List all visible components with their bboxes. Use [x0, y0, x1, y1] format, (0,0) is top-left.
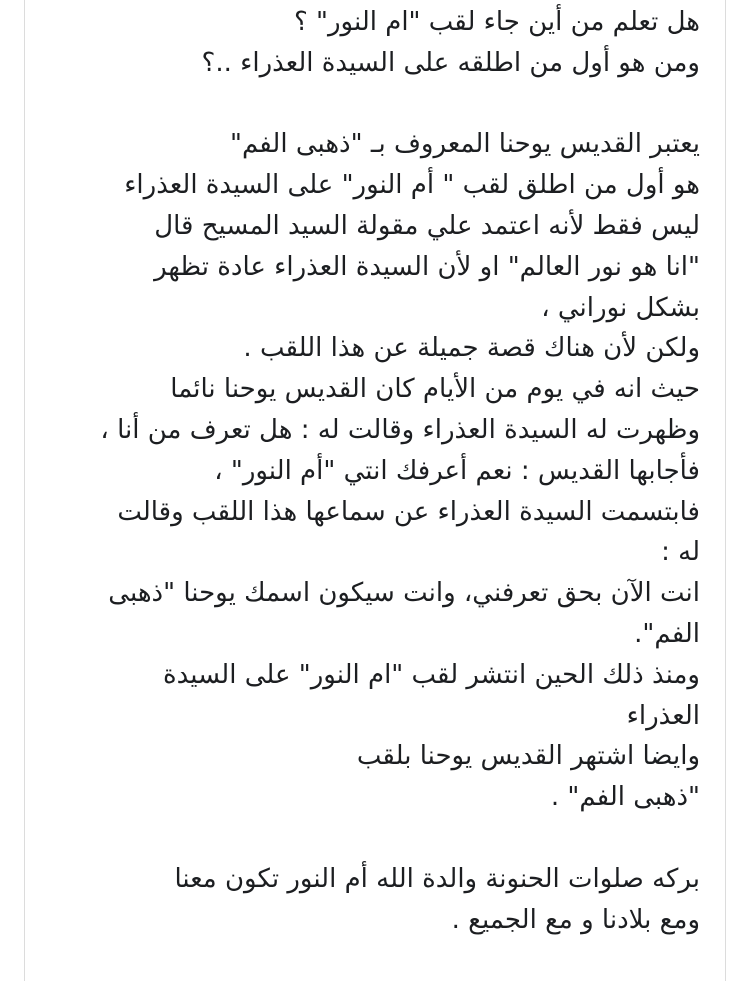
post-line: فابتسمت السيدة العذراء عن سماعها هذا اللقب وقالت	[117, 496, 700, 527]
post-line: "ذهبى الفم" .	[550, 782, 700, 813]
post-line: بشكل نوراني ،	[541, 292, 700, 323]
post-line: فأجابها القديس : نعم أعرفك انتي "أم النور" ،	[214, 455, 700, 486]
post-line: بركه صلوات الحنونة والدة الله أم النور تكون معنا	[174, 863, 700, 894]
paragraph-spacer	[40, 818, 700, 859]
post-line: حيث انه في يوم من الأيام كان القديس يوحنا نائما	[170, 374, 700, 405]
post-line: وظهرت له السيدة العذراء وقالت له : هل تعرف من أنا ،	[100, 414, 700, 445]
post-paragraph-blessing	[40, 859, 700, 941]
post-card-right-border	[725, 0, 726, 981]
post-line: ليس فقط لأنه اعتمد علي مقولة السيد المسيح قال	[154, 210, 700, 241]
post-paragraph-story	[40, 124, 700, 818]
post-card-left-border	[24, 0, 25, 981]
post-line: ومنذ ذلك الحين انتشر لقب "ام النور" على السيدة	[163, 659, 700, 690]
post-line: الفم".	[634, 618, 700, 649]
post-paragraph-question	[40, 2, 700, 84]
post-line: ولكن لأن هناك قصة جميلة عن هذا اللقب .	[243, 333, 700, 364]
paragraph-spacer	[40, 84, 700, 125]
post-line: انت الآن بحق تعرفني، وانت سيكون اسمك يوحنا "ذهبى	[108, 578, 700, 609]
post-line: "انا هو نور العالم" او لأن السيدة العذراء عادة تظهر	[154, 251, 700, 282]
post-line: هل تعلم من أين جاء لقب "ام النور" ؟	[293, 7, 700, 37]
post-line: العذراء	[626, 700, 700, 731]
post-body	[40, 2, 700, 940]
post-line: له :	[661, 537, 700, 568]
post-line: يعتبر القديس يوحنا المعروف بـ "ذهبى الفم"	[230, 129, 700, 160]
post-line: وايضا اشتهر القديس يوحنا بلقب	[356, 741, 700, 772]
post-line: ومع بلادنا و مع الجميع .	[451, 904, 700, 935]
post-line: هو أول من اطلق لقب " أم النور" على السيدة العذراء	[124, 170, 700, 201]
post-line: ومن هو أول من اطلقه على السيدة العذراء ..؟	[201, 47, 700, 78]
